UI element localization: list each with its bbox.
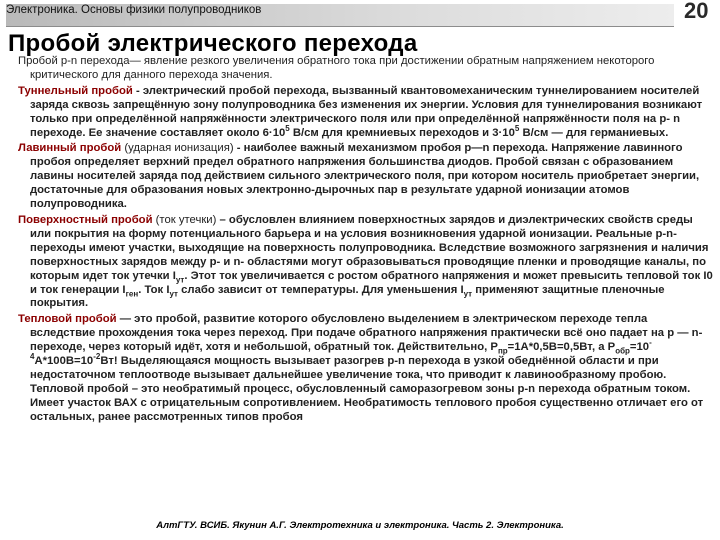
surface-text-4: слабо зависит от температуры. Для уменьшения I [177,283,464,296]
thermal-sup-4: -2 [93,352,101,362]
surface-sub-3: ут [169,288,178,298]
avalanche-text: - наиболее важный механизмом пробоя р—n перехода. Напряжение лавинного пробоя определяет верхний предел обратного напряжения большинства диодов. Пробой связан с образованием лавины носителей заряда под действием сильного электрического поля, при котором носитель приобретает энергии, достаточные для образования новых электронно-дырочных пар в результате ударной ионизации атомов полупроводника. [30,142,700,211]
term-tunnel-breakdown: Туннельный пробой [18,84,133,97]
thermal-text-2: =1А*0,5В=0,5Вт, а P [507,341,616,354]
thermal-text-5: Вт! Выделяющаяся мощность вызывает разогрев р-n перехода в узкой обеднённой области и при недостаточном теплоотводе вызывает дальнейшее увеличение тока, что приводит к лавинообразному пробою. Тепловой пробой – это необратимый процесс, обусловленный саморазогревом зоны р-n перехода обратным током. Имеет участок ВАХ с отрицательным сопротивлением. Необратимость теплового пробоя существенно отличает его от остальных, ранее рассмотренных типов пробоя [30,355,704,423]
footer-credits: АлтГТУ. ВСИБ. Якунин А.Г. Электротехника и электроника. Часть 2. Электроника. [156,520,564,531]
paragraph-thermal-breakdown [8,313,714,424]
surface-sub-1: ут [175,274,185,284]
tunnel-text-1: - электрический пробой перехода, вызванный квантовомеханическим туннелированием носителей заряда сквозь запрещённую зону полупроводника без изменения их энергии. Условия для туннелирования возникают только при определённой напряжённости электрического поля или при определённой напряжённости поля на р- n переходе. Ее значение составляет около 6·10 [30,84,703,139]
surface-text-2: . Этот ток увеличивается с ростом обратного напряжения и может превысить тепловой ток I0 и ток генерации I [30,269,713,296]
surface-text-5: применяют защитные пленочные покрытия. [30,283,665,310]
paragraph-intro [8,55,714,83]
surface-paren: (ток утечки) [152,213,217,226]
slide-content [8,55,714,427]
tunnel-text-2: В/см для кремниевых переходов и 3·10 [289,126,515,139]
term-thermal-breakdown: Тепловой пробой [18,313,117,326]
surface-sub-2: ген [125,288,139,298]
term-surface-breakdown: Поверхностный пробой [18,213,153,226]
paragraph-surface-breakdown [8,214,714,311]
surface-text-3: . Ток I [138,283,170,296]
thermal-sub-2: обр [615,346,630,356]
surface-text-1: – обусловлен влиянием поверхностных зарядов и диэлектрических свойств среды или покрытия на форму потенциального барьера и на условия возникновения ударной ионизации. Реальные р-n-переходы имеют участки, выходящие на поверхность полупроводника. Вследствие возможного загрязнения и наличия поверхностных зарядов между р- и n- областями могут образовываться проводящие пленки и проводящие каналы, по которым идет ток утечки I [30,213,709,282]
term-avalanche-breakdown: Лавинный пробой [18,142,122,155]
surface-sub-4: ут [463,288,473,298]
thermal-text-4: А*100В=10 [34,355,94,368]
intro-text: Пробой р-n перехода— явление резкого увеличения обратного тока при достижении обратным напряжением некоторого критического для данного перехода значения. [18,55,655,81]
page-number: 20 [684,0,709,23]
thermal-sup-3: -4 [30,338,652,362]
paragraph-tunnel-breakdown [8,85,714,141]
thermal-sub-1: пр [497,346,508,356]
thermal-text-1: — это пробой, развитие которого обусловлено выделением в электрическом переходе тепла вследствие прохождения тока через переход. При подаче обратного напряжения практически всё оно падает на р — n-переходе, через который идёт, хотя и небольшой, обратный ток. Действительно, P [30,313,703,354]
avalanche-paren: (ударная ионизация) [121,142,234,155]
tunnel-sup-2: 5 [514,123,520,133]
tunnel-text-3: В/см — для германиевых. [519,126,669,139]
course-title: Электроника. Основы физики полупроводников [6,4,262,16]
tunnel-sup-1: 5 [285,123,290,133]
slide-title: Пробой электрического перехода [8,30,418,57]
thermal-text-3: =10 [629,341,650,354]
paragraph-avalanche-breakdown [8,142,714,212]
